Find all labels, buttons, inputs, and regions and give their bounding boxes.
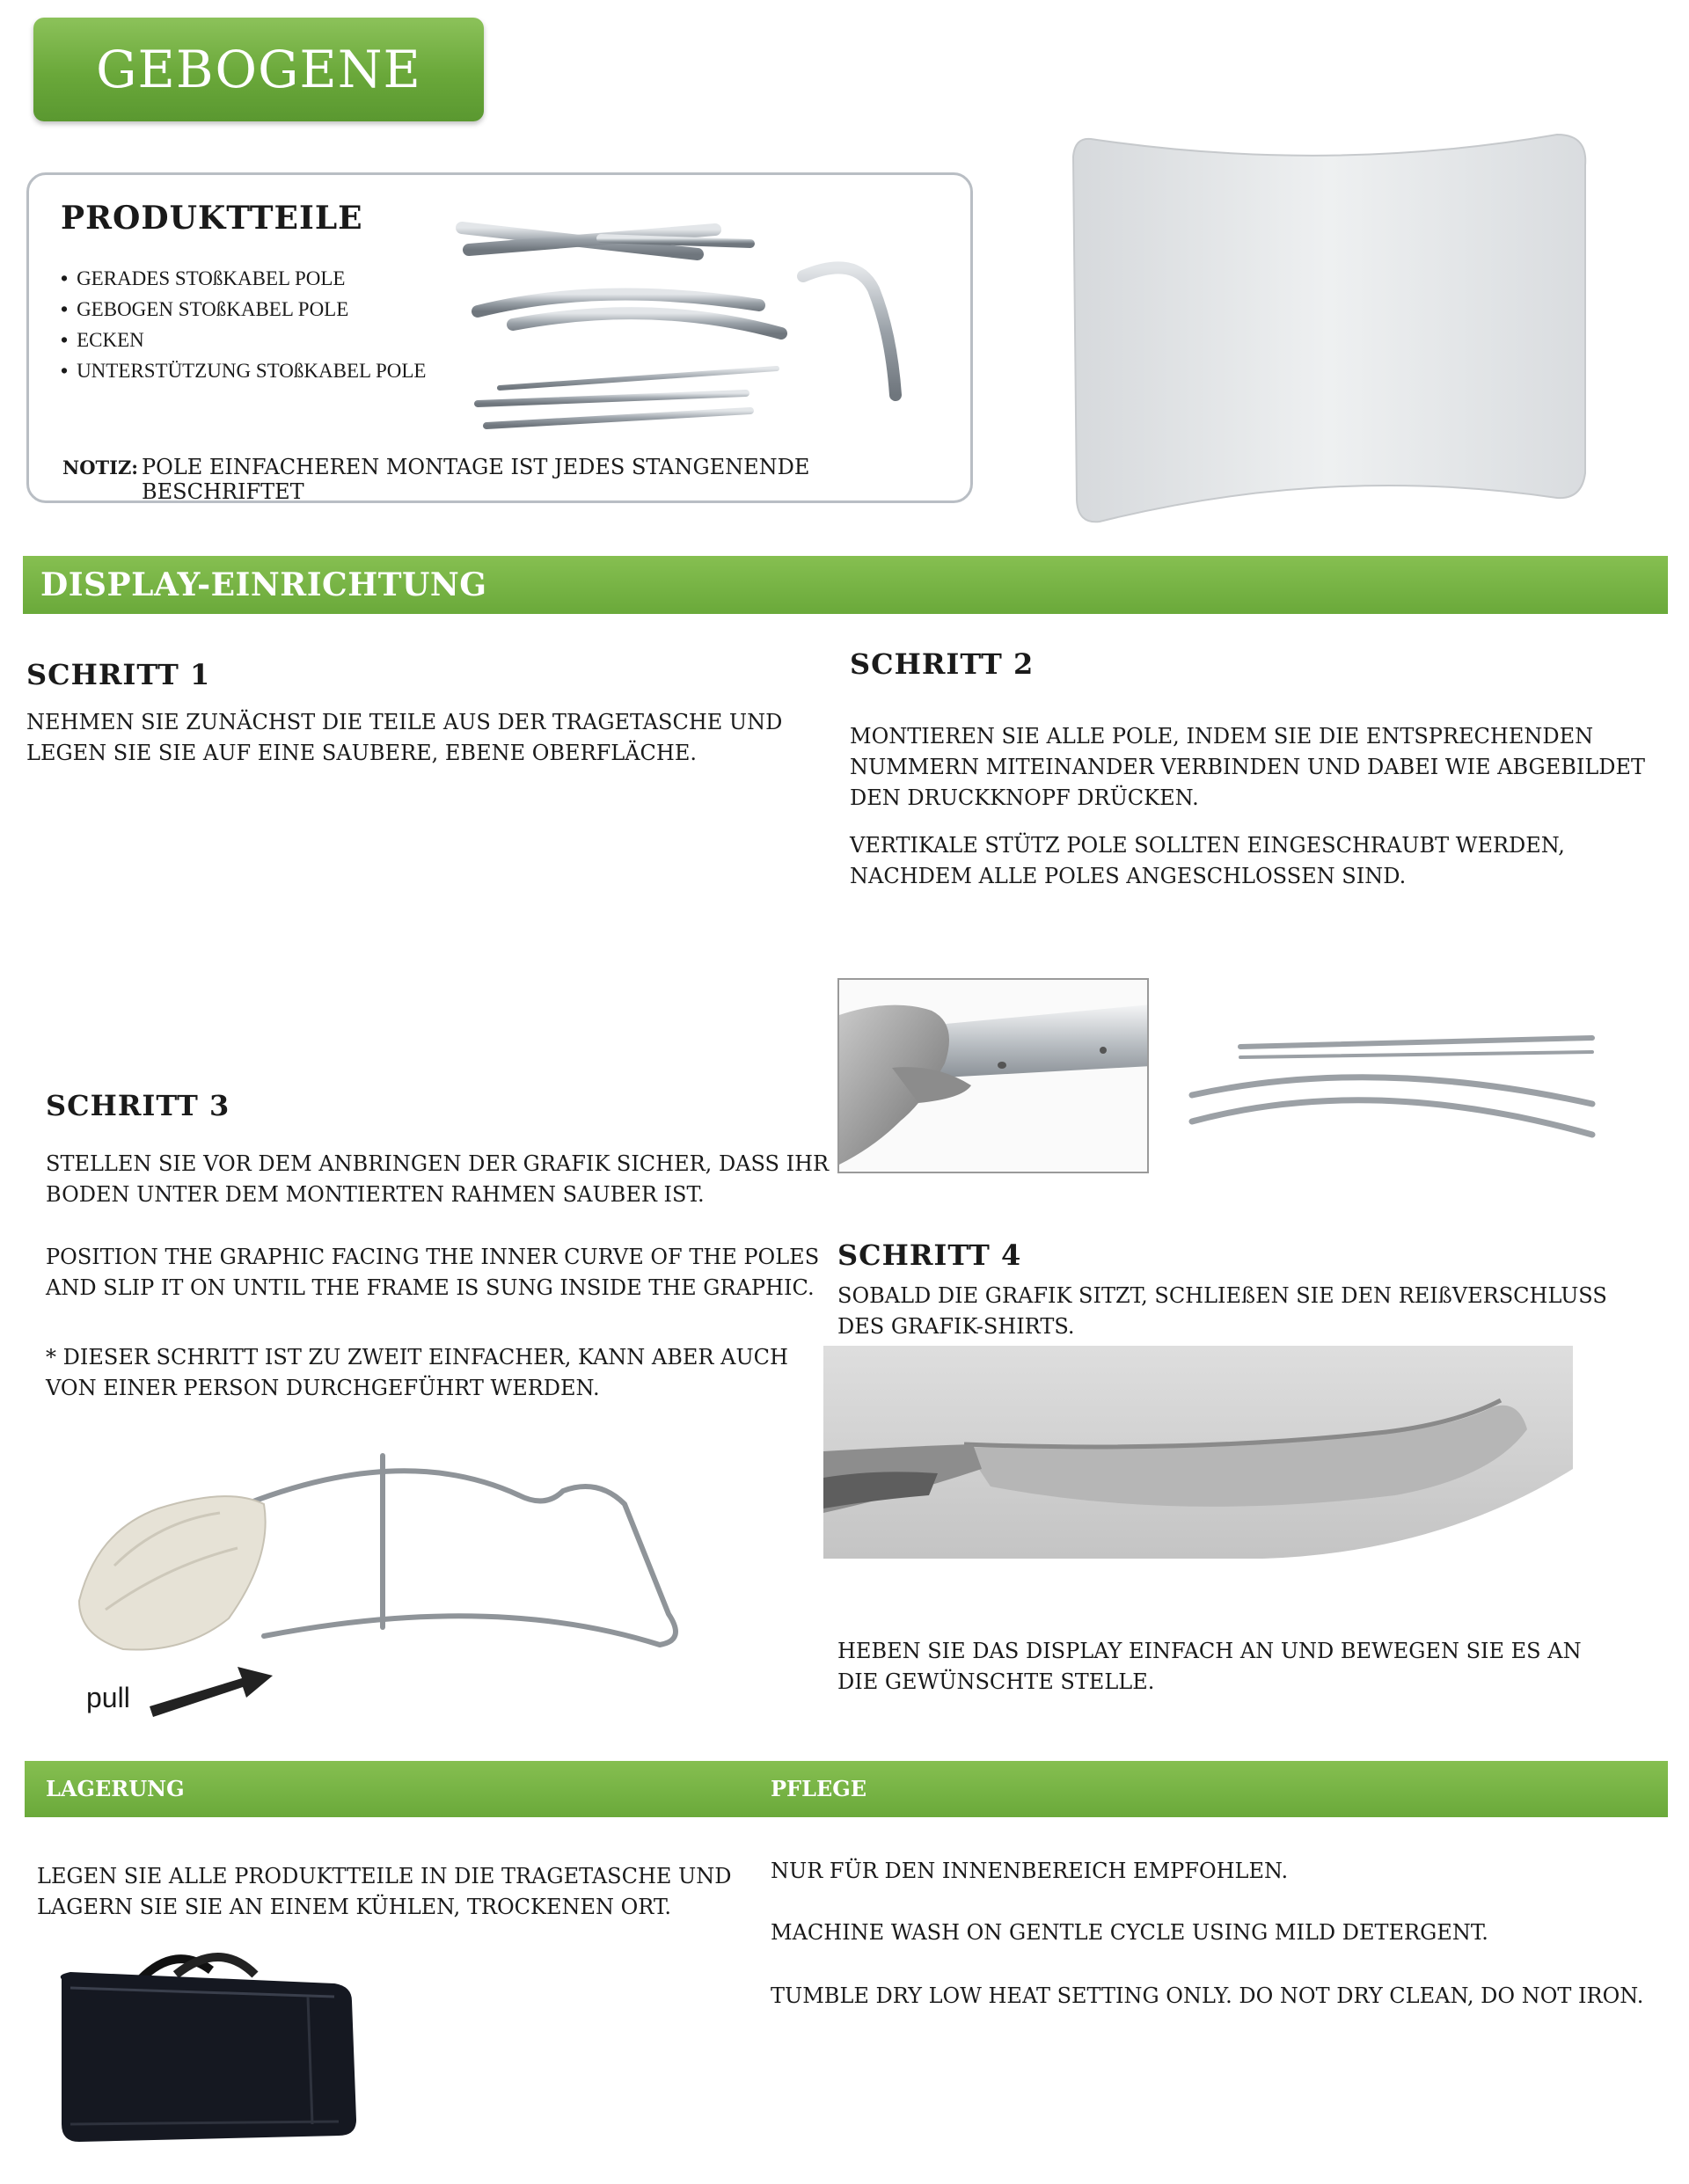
text-line: MONTIEREN SIE ALLE POLE, INDEM SIE DIE ENTSPRECHENDEN [850,724,1594,749]
push-button-photo [837,978,1149,1173]
step3-text-1 [46,1149,829,1210]
step2-text-2 [850,830,1565,892]
support-poles [478,369,777,426]
frame-graphic-illustration [53,1425,739,1733]
assembled-poles-image [1179,1020,1601,1152]
text-line: VON EINER PERSON DURCHGEFÜHRT WERDEN. [46,1376,600,1400]
care-text-2: MACHINE WASH ON GENTLE CYCLE USING MILD DETERGENT. [771,1920,1488,1945]
note-label: NOTIZ: [62,457,139,478]
zipper-photo [823,1346,1573,1559]
list-item: • ECKEN [61,325,426,355]
list-item: • GERADES STOßKABEL POLE [61,263,426,294]
text-line: DIE GEWÜNSCHTE STELLE. [837,1669,1155,1694]
storage-title: LAGERUNG [46,1776,185,1801]
text-line: NEHMEN SIE ZUNÄCHST DIE TEILE AUS DER TRAGETASCHE UND [26,710,783,734]
text-line: STELLEN SIE VOR DEM ANBRINGEN DER GRAFIK SICHER, DASS IHR [46,1151,830,1176]
text-line: NACHDEM ALLE POLES ANGESCHLOSSEN SIND. [850,864,1407,888]
text-line: LAGERN SIE SIE AN EINEM KÜHLEN, TROCKENEN ORT. [37,1895,672,1919]
section-bar-setup [23,556,1668,614]
note-text: POLE EINFACHEREN MONTAGE IST JEDES STANGENENDE BESCHRIFTET [142,455,810,504]
corner-piece [803,267,896,395]
step2-text-1 [850,721,1645,814]
step4-title: SCHRITT 4 [837,1238,1022,1272]
care-title: PFLEGE [771,1776,867,1801]
step3-title: SCHRITT 3 [46,1089,230,1122]
lift-text [837,1636,1582,1698]
curved-poles [478,295,781,333]
text-line: LEGEN SIE ALLE PRODUKTTEILE IN DIE TRAGETASCHE UND [37,1864,732,1888]
step1-title: SCHRITT 1 [26,658,211,691]
step2-title: SCHRITT 2 [850,647,1035,681]
text-line: AND SLIP IT ON UNTIL THE FRAME IS SUNG INSIDE THE GRAPHIC. [46,1275,815,1300]
list-item: • UNTERSTÜTZUNG STOßKABEL POLE [61,355,426,386]
carry-bag-image [44,1935,369,2155]
section-title: DISPLAY-EINRICHTUNG [40,566,487,603]
text-line: NUMMERN MITEINANDER VERBINDEN UND DABEI WIE ABGEBILDET [850,755,1646,779]
care-text-1: NUR FÜR DEN INNENBEREICH EMPFOHLEN. [771,1859,1289,1883]
text-line: HEBEN SIE DAS DISPLAY EINFACH AN UND BEWEGEN SIE ES AN [837,1639,1582,1663]
text-line: POSITION THE GRAPHIC FACING THE INNER CURVE OF THE POLES [46,1245,820,1269]
care-text-3: TUMBLE DRY LOW HEAT SETTING ONLY. DO NOT DRY CLEAN, DO NOT IRON. [771,1983,1644,2008]
text-line: DEN DRUCKKNOPF DRÜCKEN. [850,785,1199,810]
step3-text-2 [46,1242,819,1304]
product-parts-box [26,172,973,503]
parts-list [61,263,426,386]
text-line: DES GRAFIK-SHIRTS. [837,1314,1075,1339]
straight-poles [462,228,750,254]
text-line: VERTIKALE STÜTZ POLE SOLLTEN EINGESCHRAUBT WERDEN, [850,833,1565,858]
section-bar-storage-care [25,1761,1668,1817]
storage-text [37,1861,732,1923]
curved-wall-image [1064,130,1592,526]
step1-text [26,707,782,769]
step4-text [837,1281,1607,1342]
text-line: LEGEN SIE SIE AUF EINE SAUBERE, EBENE OBERFLÄCHE. [26,741,697,765]
poles-illustration [425,193,953,430]
text-line: SOBALD DIE GRAFIK SITZT, SCHLIEßEN SIE DEN REIßVERSCHLUSS [837,1283,1607,1308]
text-line: * DIESER SCHRITT IST ZU ZWEIT EINFACHER, KANN ABER AUCH [46,1345,788,1370]
pull-label: pull [86,1682,130,1713]
page-title: GEBOGENE WAND [33,18,484,121]
parts-heading: PRODUKTTEILE [61,200,363,237]
step3-text-3 [46,1342,788,1404]
text-line: BODEN UNTER DEM MONTIERTEN RAHMEN SAUBER IST. [46,1182,705,1207]
list-item: • GEBOGEN STOßKABEL POLE [61,294,426,325]
